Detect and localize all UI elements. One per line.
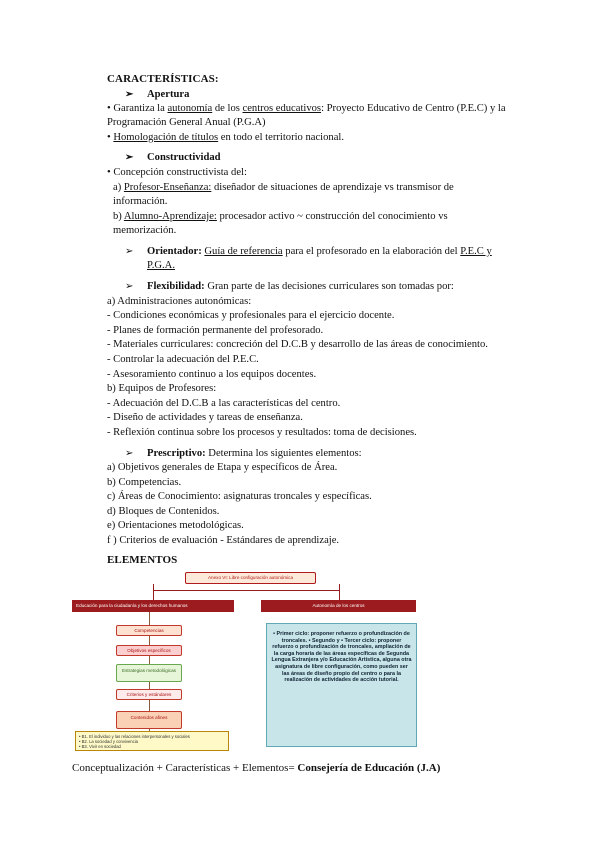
diagram-right-header: Autonomía de los centros [261,600,416,612]
prescriptivo-line: ➢ Prescriptivo: Determina los siguientes elementos: [125,448,362,459]
constructividad-a: a) Profesor-Enseñanza: diseñador de situaciones de aprendizaje vs transmisor de [113,182,454,193]
constructividad-a-cont: información. [113,196,168,207]
connector-line [153,590,339,591]
orientador-cont: P.G.A. [147,260,175,271]
note-line: • B2. La sociedad y convivencia [79,739,138,744]
diagram-box-estrategias: Estrategias metodológicas [116,664,182,682]
diagram-box-objetivos: Objetivos específicos [116,645,182,656]
apertura-line-2: Programación General Anual (P.G.A) [107,117,266,128]
flex-item: - Adecuación del D.C.B a las características del centro. [107,398,341,409]
presc-item: b) Competencias. [107,477,182,488]
presc-item: e) Orientaciones metodológicas. [107,520,244,531]
flex-item: - Reflexión continua sobre los procesos y resultados: toma de decisiones. [107,427,417,438]
diagram-note-box [75,731,229,751]
constructividad-b-cont: memorización. [113,225,177,236]
orientador-line: ➢ Orientador: Guía de referencia para el profesorado en la elaboración del P.E.C y [125,246,492,257]
arrow-bullet-icon: ➢ [125,246,134,257]
note-line: • B3. Vivir en sociedad [79,744,121,749]
presc-item: c) Áreas de Conocimiento: asignaturas troncales y específicas. [107,491,372,502]
diagram-box-criterios: Criterios y estándares [116,689,182,700]
flex-item: b) Equipos de Profesores: [107,383,217,394]
curriculum-diagram [72,568,424,760]
flex-item: a) Administraciones autonómicas: [107,296,252,307]
constructividad-b: b) Alumno-Aprendizaje: procesador activo ~ construcción del conocimiento vs [113,211,448,222]
constructividad-title: ➢ Constructividad [125,152,221,163]
presc-item: f ) Criterios de evaluación - Estándares de aprendizaje. [107,535,340,546]
flex-item: - Condiciones económicas y profesionales para el ejercicio docente. [107,310,395,321]
connector-line [153,584,154,600]
presc-item: a) Objetivos generales de Etapa y específicos de Área. [107,462,338,473]
arrow-bullet-icon: ➢ [125,281,134,292]
constructividad-line-1: • Concepción constructivista del: [107,167,247,178]
connector-line [339,584,340,600]
arrow-bullet-icon: ➢ [125,448,134,459]
diagram-autonomy-text-box: • Primer ciclo: proponer refuerzo o profundización de troncales. • Segundo y • Tercer ciclo: proponer refuerzo o profundización de troncales, ampliación de la carga horaria de las áreas específicas de Segunda Lengua Extranjera y/o Educación Artística, alguna otra asignatura de libre configuración, como pueden ser las áreas de diseño propio del centro o para la realización de actividades de acción tutorial. [266,623,417,747]
footer-summary: Conceptualización + Características + Elementos= Consejería de Educación (J.A) [72,762,441,774]
diagram-title-box: Anexo VI: Libre configuración autonómica [185,572,316,584]
flex-item: - Planes de formación permanente del profesorado. [107,325,324,336]
apertura-line-3: • Homologación de títulos en todo el territorio nacional. [107,132,345,143]
note-line: • B1. El individuo y las relaciones interpersonales y sociales [79,734,190,739]
arrow-bullet-icon: ➢ [125,89,134,100]
elementos-heading: ELEMENTOS [107,554,178,566]
flex-item: - Controlar la adecuación del P.E.C. [107,354,259,365]
flex-item: - Diseño de actividades y tareas de enseñanza. [107,412,303,423]
flex-item: - Materiales curriculares: concreción del D.C.B y desarrollo de las áreas de conocimiento. [107,339,488,350]
diagram-left-header: Educación para la ciudadanía y los derechos humanos [72,600,234,612]
flex-item: - Asesoramiento continuo a los equipos docentes. [107,369,317,380]
diagram-box-contenidos: Contenidos afines [116,711,182,729]
flexibilidad-line: ➢ Flexibilidad: Gran parte de las decisiones curriculares son tomadas por: [125,281,454,292]
diagram-box-competencias: Competencias [116,625,182,636]
characteristics-heading: CARACTERÍSTICAS: [107,73,219,85]
arrow-bullet-icon: ➢ [125,152,134,163]
apertura-line-1: • Garantiza la autonomía de los centros educativos: Proyecto Educativo de Centro (P.E.C) y la [107,103,506,114]
presc-item: d) Bloques de Contenidos. [107,506,220,517]
apertura-title: ➢ Apertura [125,89,190,100]
